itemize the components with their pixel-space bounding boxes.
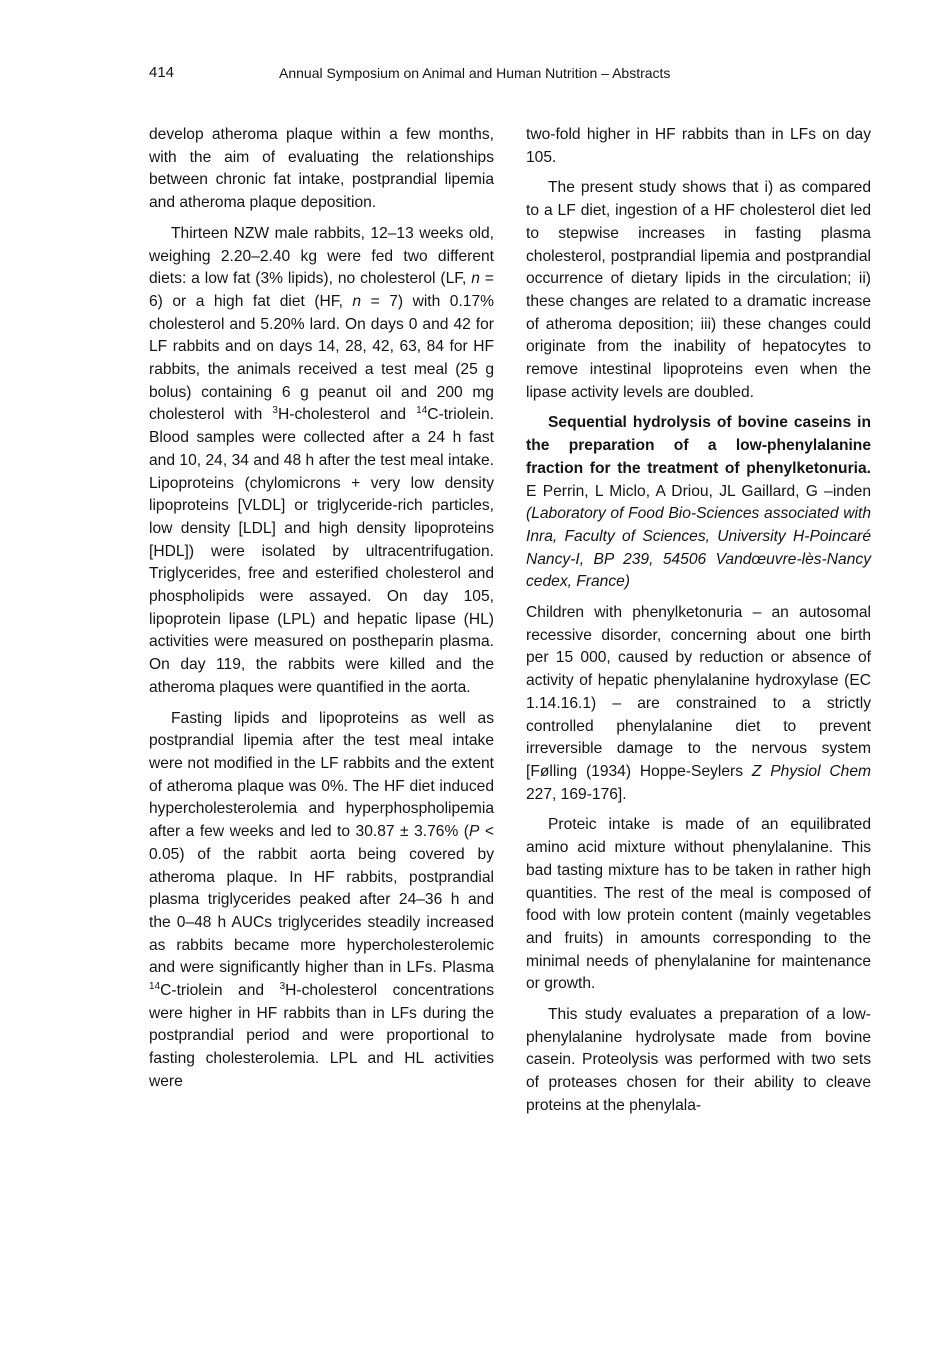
paragraph-intro: Children with phenylketonuria – an autosomal recessive disorder, concerning about one birth per 15 000, caused by reduction or absence of activity of hepatic phenylalanine hydroxylase (EC 1.14.16.1) – are constrained to a strictly controlled phenylalanine diet to prevent irreversible damage to the nervous system [Følling (1934) Hoppe-Seylers Z Physiol Chem 227, 169-176]. xyxy=(526,604,871,803)
abstract-heading xyxy=(526,412,871,594)
left-column xyxy=(149,124,494,1102)
paragraph: two-fold higher in HF rabbits than in LFs on day 105. xyxy=(526,126,871,166)
paragraph-results: Fasting lipids and lipoproteins as well as postprandial lipemia after the test meal intake were not modified in the LF rabbits and the extent of atheroma plaque was 0%. The HF diet induced hypercholesterolemia and hyperphospholipemia after a few weeks and led to 30.87 ± 3.76% (P < 0.05) of the rabbit aorta being covered by atheroma plaque. In HF rabbits, postprandial plasma triglycerides peaked after 24–36 h and the 0–48 h AUCs triglycerides steadily increased as rabbits became more hypercholesterolemic and were significantly higher than in LFs. Plasma $^{14}$C-triolein and $^3$H-cholesterol concentrations were higher in HF rabbits than in LFs during the postprandial period and were proportional to fasting cholesterolemia. LPL and HL activities were xyxy=(149,709,494,1090)
abstract-title: Sequential hydrolysis of bovine caseins in the preparation of a low-phenylalanine fraction for the treatment of phenylketonuria. xyxy=(526,414,871,477)
running-title: Annual Symposium on Animal and Human Nutrition – Abstracts xyxy=(279,65,671,81)
journal-name: Z Physiol Chem xyxy=(751,762,871,780)
paragraph: develop atheroma plaque within a few months, with the aim of evaluating the relationships between chronic fat intake, postprandial lipemia and atheroma plaque deposition. xyxy=(149,126,494,212)
abstract-authors: E Perrin, L Miclo, A Driou, JL Gaillard, G –inden xyxy=(526,482,871,500)
paragraph-conclusion: The present study shows that i) as compared to a LF diet, ingestion of a HF cholesterol diet led to stepwise increases in fasting plasma cholesterol, postprandial lipemia and postprandial occurrence of dietary lipids in the circulation; ii) these changes are related to a dramatic increase of atheroma deposition; iii) these changes could originate from the inability of hepatocytes to remove intestinal lipoproteins even when the lipase activity levels are doubled. xyxy=(526,179,871,401)
page-number: 414 xyxy=(149,64,175,81)
paragraph-methods: Thirteen NZW male rabbits, 12–13 weeks old, weighing 2.20–2.40 kg were fed two different diets: a low fat (3% lipids), no cholesterol (LF, n = 6) or a high fat diet (HF, n = 7) with 0.17% cholesterol and 5.20% lard. On days 0 and 42 for LF rabbits and on days 14, 28, 42, 63, 84 for HF rabbits, the animals received a test meal (25 g bolus) containing 6 g peanut oil and 200 mg cholesterol with $^3$H-cholesterol and $^{14}$C-triolein. Blood samples were collected after a 24 h fast and 10, 24, 34 and 48 h after the test meal intake. Lipoproteins (chylomicrons + very low density lipoproteins [VLDL] or triglyceride-rich particles, low density [LDL] and high density lipoproteins [HDL]) were isolated by ultracentrifugation. Triglycerides, free and esterified cholesterol and phospholipids were assayed. On day 105, lipoprotein lipase (LPL) and hepatic lipase (HL) activities were measured on postheparin plasma. On day 119, the rabbits were killed and the atheroma plaques were quantified in the aorta. xyxy=(149,224,495,696)
right-column xyxy=(526,124,871,1126)
page-header xyxy=(0,64,930,86)
paragraph: This study evaluates a preparation of a low-phenylalanine hydrolysate made from bovine casein. Proteolysis was performed with two sets of proteases chosen for their ability to cleave proteins at the phenylala- xyxy=(526,1006,871,1114)
paragraph: Proteic intake is made of an equilibrated amino acid mixture without phenylalanine. This bad tasting mixture has to be taken in rather high quantities. The rest of the meal is composed of food with low protein content (mainly vegetables and fruits) in amounts corresponding to the minimal needs of phenylalanine for maintenance or growth. xyxy=(526,816,871,993)
abstract-affiliation: (Laboratory of Food Bio-Sciences associated with Inra, Faculty of Sciences, University H-Poincaré Nancy-I, BP 239, 54506 Vandœuvre-lès-Nancy cedex, France) xyxy=(526,505,871,591)
